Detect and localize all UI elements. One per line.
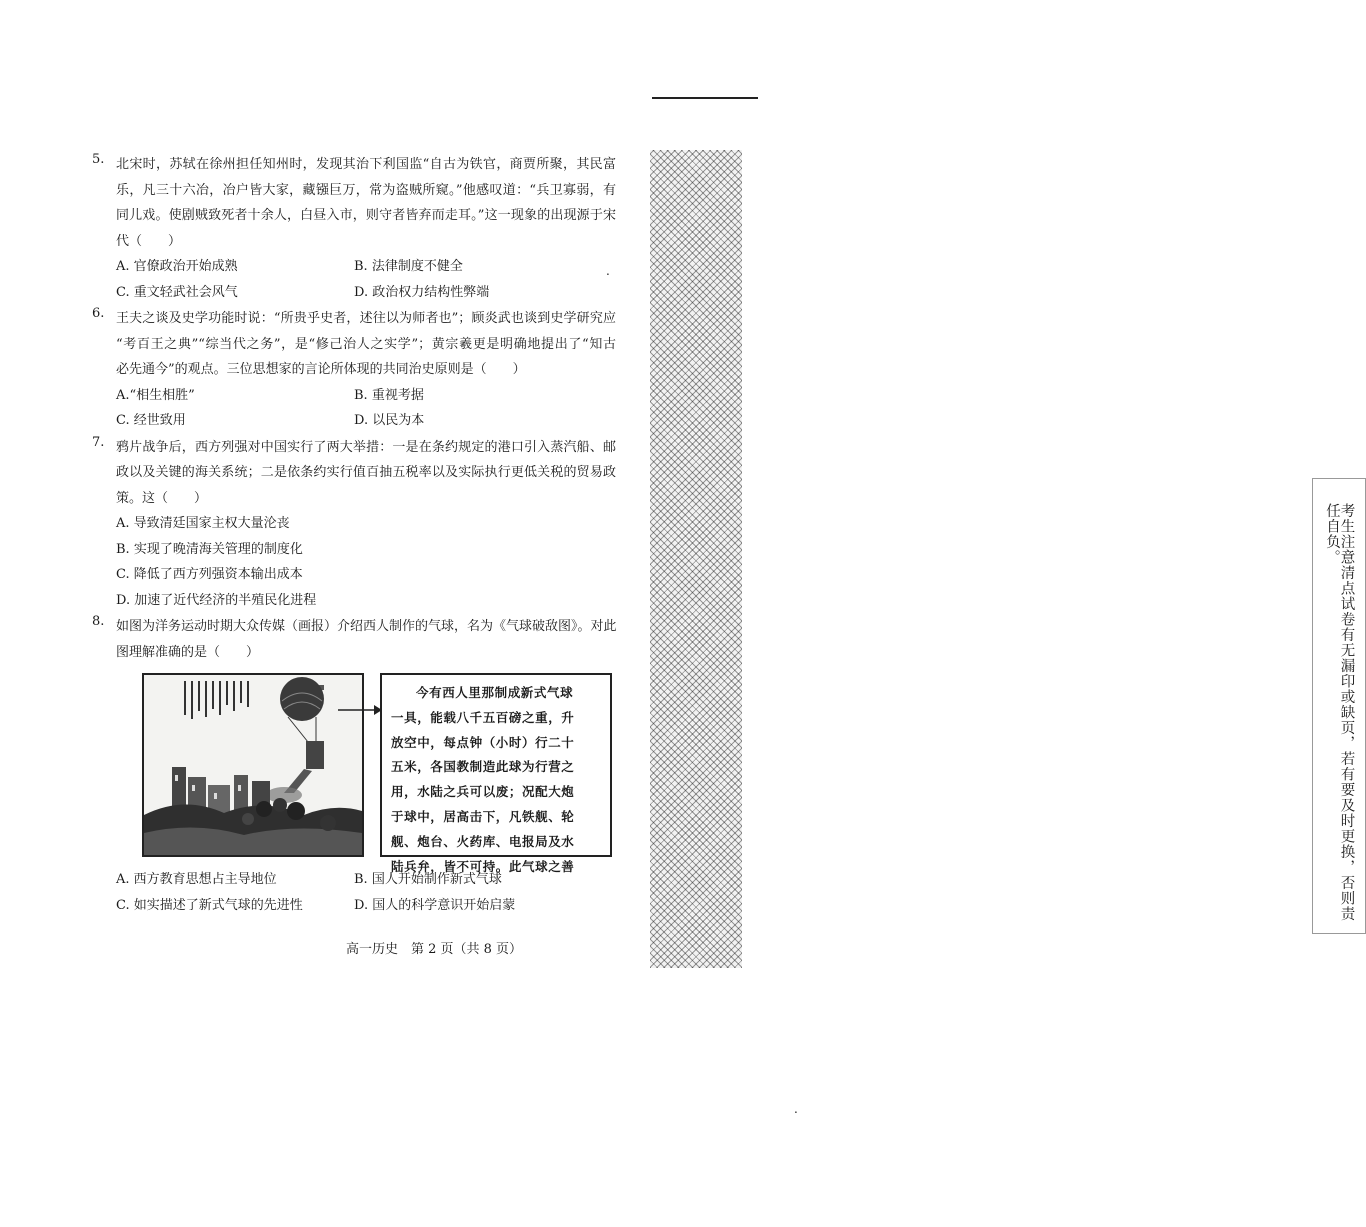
option-d: D. 政治权力结构性弊端	[354, 284, 490, 300]
options	[116, 383, 616, 434]
options	[116, 254, 616, 305]
question-line: 鸦片战争后，西方列强对中国实行了两大举措：一是在条约规定的港口引入蒸汽船、邮	[116, 439, 616, 455]
question-line: 代（ ）	[116, 233, 182, 249]
question-line: 必先通今”的观点。三位思想家的言论所体现的共同治史原则是（ ）	[116, 362, 526, 377]
question-line: 策。这（ ）	[116, 490, 208, 506]
option-b: B. 法律制度不健全	[354, 259, 463, 274]
option-a: A.“相生相胜”	[116, 387, 195, 403]
figure-text-line: 用，水陆之兵可以废；况配大炮	[391, 784, 575, 800]
option-d: D. 国人的科学意识开始启蒙	[354, 897, 516, 913]
option-d: D. 加速了近代经济的半殖民化进程	[116, 592, 317, 608]
notice-text: 考生注意清点试卷有无漏印或缺页，若有要及时更换，否则责任自负。	[1324, 503, 1355, 922]
option-a: A. 官僚政治开始成熟	[116, 259, 238, 274]
question-line: 如图为洋务运动时期大众传媒（画报）介绍西人制作的气球，名为《气球破敌图》。对此	[116, 619, 617, 634]
scan-dot: .	[606, 264, 610, 278]
balloon-illustration-icon	[144, 675, 362, 855]
option-c: C. 经世致用	[116, 413, 186, 428]
option-c: C. 如实描述了新式气球的先进性	[116, 897, 303, 913]
figure-text-line: 一具，能载八千五百磅之重，升	[391, 709, 575, 725]
figure-text-line: 舰、炮台、火药库、电报局及水	[391, 833, 575, 849]
figure-balloon	[142, 673, 616, 874]
arrow-right-icon	[338, 703, 382, 717]
option-d: D. 以民为本	[354, 413, 425, 428]
question-number: 8.	[92, 614, 105, 629]
question-line: “考百王之典”“综当代之务”，是“修己治人之实学”；黄宗羲更是明确地提出了“知古	[116, 336, 616, 352]
question-line: 北宋时，苏轼在徐州担任知州时，发现其治下利国监“自古为铁官，商贾所聚，其民富	[116, 157, 616, 172]
question-line: 政以及关键的海关系统；二是依条约实行值百抽五税率以及实际执行更低关税的贸易政	[116, 465, 616, 480]
figure-text-line: 五米，各国教制造此球为行营之	[391, 759, 575, 775]
notice-box	[1312, 478, 1366, 934]
question-number: 6.	[92, 306, 105, 321]
question-content	[92, 152, 617, 919]
option-a: A. 导致清廷国家主权大量沦丧	[116, 516, 290, 531]
question-line: 图理解准确的是（ ）	[116, 644, 260, 660]
binding-margin-stripe	[650, 150, 1355, 968]
figure-caption-box	[380, 673, 612, 874]
question-8	[92, 614, 617, 918]
figure-text-line: 于球中，居高击下，凡铁舰、轮	[391, 808, 575, 824]
option-c: C. 降低了西方列强资本输出成本	[116, 567, 303, 582]
question-number: 7.	[92, 434, 105, 450]
figure-illustration	[142, 673, 364, 857]
option-b: B. 实现了晚清海关管理的制度化	[116, 541, 303, 557]
page-footer: 高一历史 第 2 页（共 8 页）	[345, 942, 523, 957]
figure-text-line: 放空中，每点钟（小时）行二十	[391, 734, 575, 750]
top-rule	[652, 97, 758, 99]
question-line: 王夫之谈及史学功能时说：“所贵乎史者，述往以为师者也”；顾炎武也谈到史学研究应	[116, 311, 616, 326]
option-a: A. 西方教育思想占主导地位	[116, 872, 277, 887]
question-line: 乐，凡三十六冶，冶户皆大家，藏镪巨万，常为盗贼所窥。”他感叹道：“兵卫寡弱，有	[116, 182, 616, 198]
question-5	[92, 152, 616, 305]
option-b: B. 重视考据	[354, 387, 424, 403]
figure-text-line: 陆兵弁，皆不可持。此气球之善	[391, 858, 575, 874]
options	[116, 511, 616, 613]
option-c: C. 重文轻武社会风气	[116, 284, 238, 300]
figure-text-line: 今有西人里那制成新式气球	[416, 685, 574, 700]
question-6	[92, 306, 616, 434]
option-b: B. 国人开始制作新式气球	[354, 872, 502, 887]
question-line: 同儿戏。使剧贼致死者十余人，白昼入市，则守者皆弃而走耳。”这一现象的出现源于宋	[116, 208, 616, 223]
scan-dot: .	[794, 1102, 798, 1116]
question-7	[92, 434, 616, 614]
question-number: 5.	[92, 152, 105, 167]
